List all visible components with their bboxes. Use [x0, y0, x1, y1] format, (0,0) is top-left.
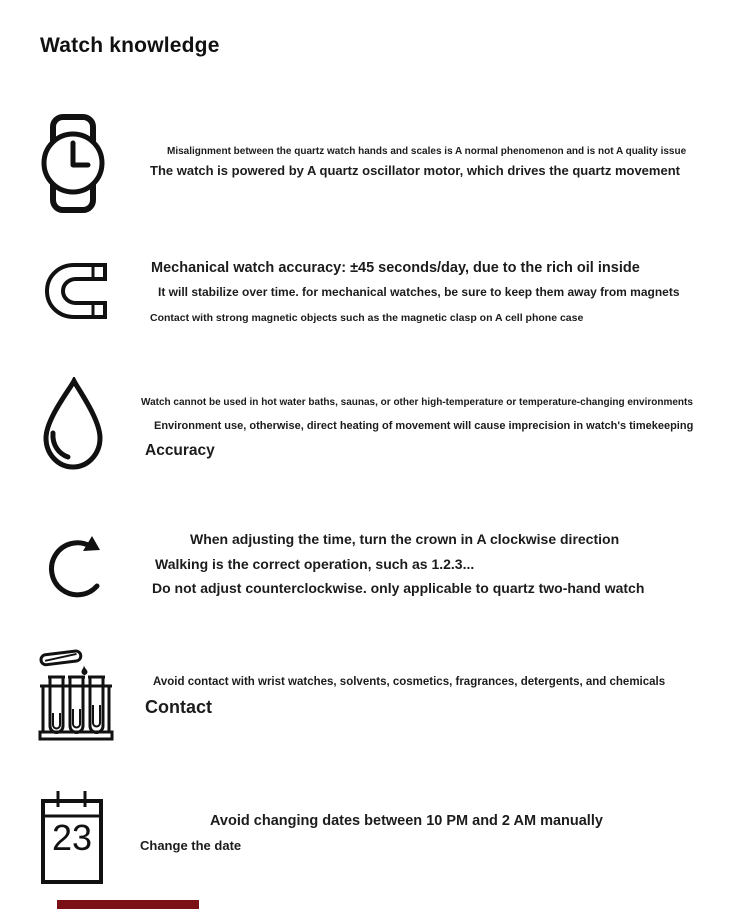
date-line-2: Change the date: [140, 838, 242, 853]
quartz-main-line: The watch is powered by A quartz oscillator motor, which drives the quartz movement: [150, 163, 680, 178]
date-line-1: Avoid changing dates between 10 PM and 2 AM manually: [210, 813, 603, 829]
adjust-line-2: Walking is the correct operation, such as 1.2.3...: [155, 556, 475, 572]
quartz-note-line: Misalignment between the quartz watch hands and scales is A normal phenomenon and is not A quality issue: [167, 146, 687, 157]
magnet-line-2: It will stabilize over time. for mechanical watches, be sure to keep them away from magnets: [158, 285, 680, 299]
temperature-line-2: Environment use, otherwise, direct heating of movement will cause imprecision in watch's timekeeping: [154, 420, 694, 432]
adjust-line-3: Do not adjust counterclockwise. only applicable to quartz two-hand watch: [152, 580, 645, 596]
water-drop-icon: [40, 377, 106, 470]
watch-icon: [40, 114, 106, 213]
temperature-line-1: Watch cannot be used in hot water baths, saunas, or other high-temperature or temperature-changing environments: [141, 397, 693, 408]
chemicals-line: Avoid contact with wrist watches, solvents, cosmetics, fragrances, detergents, and chemicals: [153, 676, 666, 688]
magnet-line-1: Mechanical watch accuracy: ±45 seconds/day, due to the rich oil inside: [151, 260, 640, 276]
contact-label: Contact: [145, 697, 212, 717]
magnet-line-3: Contact with strong magnetic objects such as the magnetic clasp on A cell phone case: [150, 312, 584, 324]
calendar-day-number: 23: [51, 817, 93, 858]
accuracy-label: Accuracy: [145, 442, 215, 459]
clockwise-arrow-icon: [46, 524, 108, 606]
test-tubes-icon: [38, 645, 114, 741]
bottom-accent-bar: [57, 900, 199, 909]
adjust-line-1: When adjusting the time, turn the crown in A clockwise direction: [190, 531, 620, 547]
page-title: Watch knowledge: [40, 34, 220, 57]
magnet-icon: [44, 262, 108, 320]
